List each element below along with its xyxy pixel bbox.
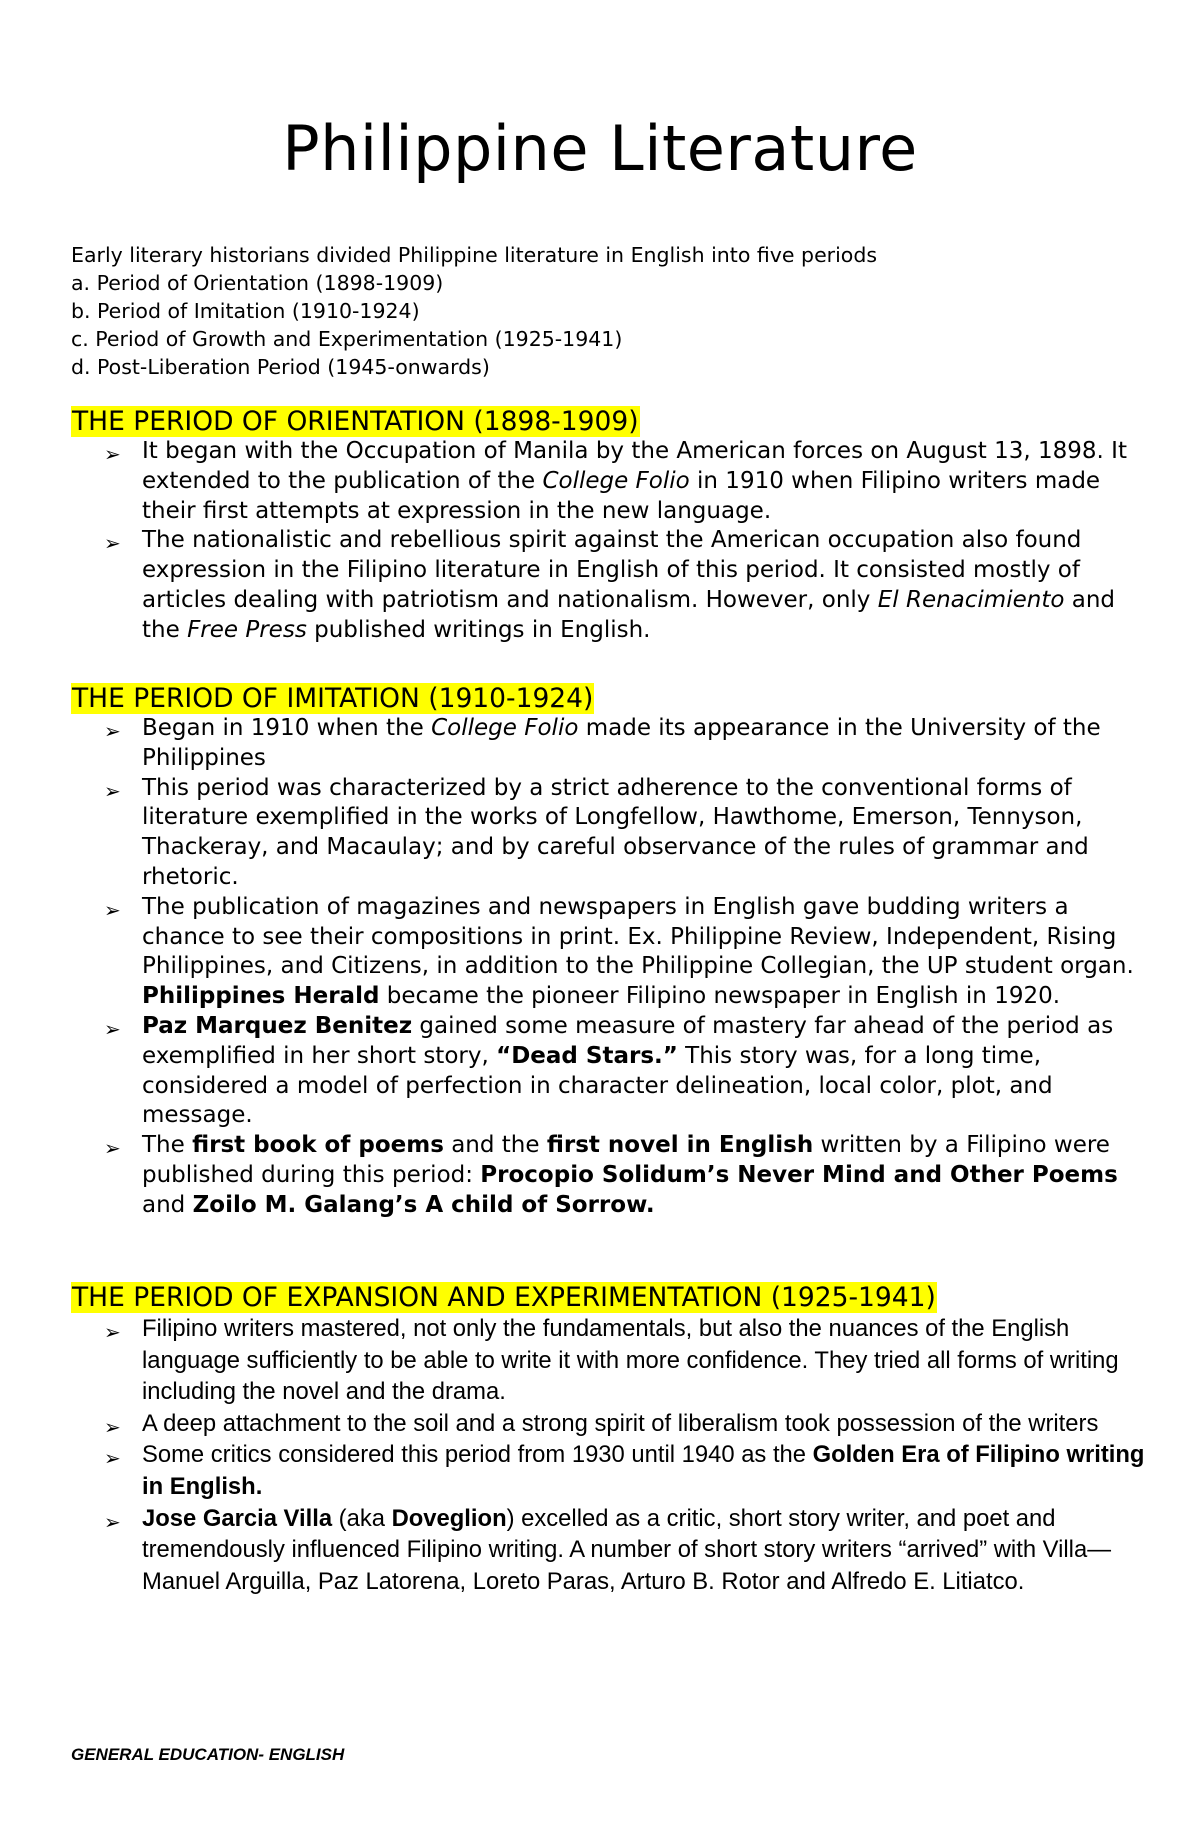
- section-heading: THE PERIOD OF IMITATION (1910-1924): [72, 683, 594, 714]
- bullet-item: [71, 437, 1151, 526]
- text-run: The nationalistic and rebellious spirit against the American occupation also found expression in the Filipino literature in English of this period. It consisted mostly of articles dealing with patriotism and nationalism. However, only: [142, 527, 1082, 613]
- intro-lead: Early literary historians divided Philippine literature in English into five periods: [71, 243, 878, 267]
- italic-text: Free Press: [187, 616, 307, 643]
- section-expansion: [71, 1282, 1151, 1597]
- text-run: written by a Filipino were published during this period:: [142, 1132, 1110, 1188]
- bold-text: Philippines Herald: [142, 983, 380, 1010]
- text-run: Began in 1910 when the: [142, 715, 432, 741]
- arrow-bullet-icon: ➢: [104, 1136, 121, 1161]
- bullet-list: [71, 437, 1151, 646]
- intro-item-c: c. Period of Growth and Experimentation (1925-1941): [71, 327, 623, 351]
- arrow-bullet-icon: ➢: [104, 1016, 121, 1041]
- text-run: A deep attachment to the soil and a strong spirit of liberalism took possession of the writers: [142, 1409, 1099, 1437]
- footer-label: GENERAL EDUCATION- ENGLISH: [71, 1745, 345, 1764]
- intro-item-d: d. Post-Liberation Period (1945-onwards): [71, 355, 490, 379]
- bullet-item: [71, 526, 1151, 645]
- bullet-item: [71, 1313, 1151, 1408]
- text-run: became the pioneer Filipino newspaper in English in 1920.: [379, 983, 1061, 1010]
- italic-text: College Folio: [431, 715, 579, 741]
- text-run: The publication of magazines and newspapers in English gave budding writers a chance to see their compositions in print. Ex. Philippine Review, Independent, Rising Philippines, and Citizens, in addition to the Philippine Collegian, the UP student organ.: [142, 893, 1134, 980]
- text-run: made its appearance in the University of the Philippines: [142, 715, 1101, 771]
- arrow-bullet-icon: ➢: [104, 1414, 121, 1439]
- italic-text: El Renacimiento: [877, 586, 1065, 613]
- bullet-list: [71, 1313, 1151, 1597]
- text-run: and the: [443, 1132, 547, 1159]
- text-run: The: [142, 1132, 193, 1159]
- arrow-bullet-icon: ➢: [104, 1509, 121, 1534]
- text-run: and the: [142, 586, 1116, 643]
- arrow-bullet-icon: ➢: [104, 719, 121, 743]
- text-run: It began with the Occupation of Manila by the American forces on August 13, 1898. It extended to the publication of the: [142, 438, 1127, 494]
- bullet-item: [71, 774, 1151, 893]
- text-run: This story was, for a long time, considered a model of perfection in character delineation, local color, plot, and message.: [142, 1042, 1053, 1129]
- text-run: in 1910 when Filipino writers made their first attempts at expression in the new language.: [142, 467, 1101, 524]
- bold-text: Paz Marquez Benitez: [142, 1012, 413, 1039]
- section-heading: THE PERIOD OF EXPANSION AND EXPERIMENTATION (1925-1941): [72, 1282, 936, 1313]
- text-run: (aka: [332, 1504, 392, 1532]
- arrow-bullet-icon: ➢: [104, 1446, 121, 1471]
- bullet-item: [71, 1408, 1151, 1440]
- italic-text: College Folio: [542, 467, 690, 494]
- bold-text: Zoilo M. Galang’s A child of Sorrow.: [192, 1191, 655, 1218]
- intro-item-a: a. Period of Orientation (1898-1909): [71, 271, 444, 295]
- arrow-bullet-icon: ➢: [104, 531, 121, 556]
- bullet-item: [71, 714, 1151, 774]
- bold-text: Procopio Solidum’s Never Mind and Other Poems: [480, 1161, 1118, 1188]
- intro-block: [71, 241, 877, 381]
- bold-text: first book of poems: [192, 1132, 444, 1159]
- text-run: Filipino writers mastered, not only the fundamentals, but also the nuances of the English language sufficiently to be able to write it with more confidence. They tried all forms of writing including the novel and the drama.: [142, 1315, 1119, 1406]
- section-orientation: [71, 406, 1151, 646]
- page-title: Philippine Literature: [282, 112, 918, 185]
- bullet-item: [71, 1012, 1151, 1131]
- arrow-bullet-icon: ➢: [104, 442, 121, 466]
- bold-text: Doveglion: [391, 1504, 507, 1532]
- intro-item-b: b. Period of Imitation (1910-1924): [71, 299, 420, 323]
- text-run: gained some measure of mastery far ahead of the period as exemplified in her short story,: [142, 1012, 1114, 1069]
- text-run: This period was characterized by a strict adherence to the conventional forms of literature exemplified in the works of Longfellow, Hawthome, Emerson, Tennyson, Thackeray, and Macaulay; and by careful observance of the rules of grammar and rhetoric.: [142, 774, 1089, 890]
- section-heading: THE PERIOD OF ORIENTATION (1898-1909): [72, 406, 639, 437]
- bold-text: Jose Garcia Villa: [142, 1504, 333, 1532]
- text-run: published writings in English.: [306, 616, 651, 643]
- bold-text: Golden Era of Filipino writing in English.: [142, 1441, 1145, 1500]
- bullet-item: [71, 893, 1151, 1012]
- section-imitation: [71, 683, 1151, 1221]
- text-run: Some critics considered this period from 1930 until 1940 as the: [142, 1441, 813, 1469]
- text-run: and: [142, 1191, 193, 1218]
- arrow-bullet-icon: ➢: [104, 1320, 121, 1344]
- bullet-item: [71, 1439, 1151, 1502]
- bullet-list: [71, 714, 1151, 1221]
- bold-text: first novel in English: [546, 1132, 814, 1159]
- bold-text: “Dead Stars.”: [496, 1042, 678, 1069]
- bullet-item: [71, 1131, 1151, 1220]
- arrow-bullet-icon: ➢: [104, 778, 121, 803]
- text-run: ) excelled as a critic, short story writer, and poet and tremendously influenced Filipino writing. A number of short story writers “arrived” with Villa—Manuel Arguilla, Paz Latorena, Loreto Paras, Arturo B. Rotor and Alfredo E. Litiatco.: [142, 1504, 1112, 1595]
- arrow-bullet-icon: ➢: [104, 897, 121, 922]
- bullet-item: [71, 1503, 1151, 1598]
